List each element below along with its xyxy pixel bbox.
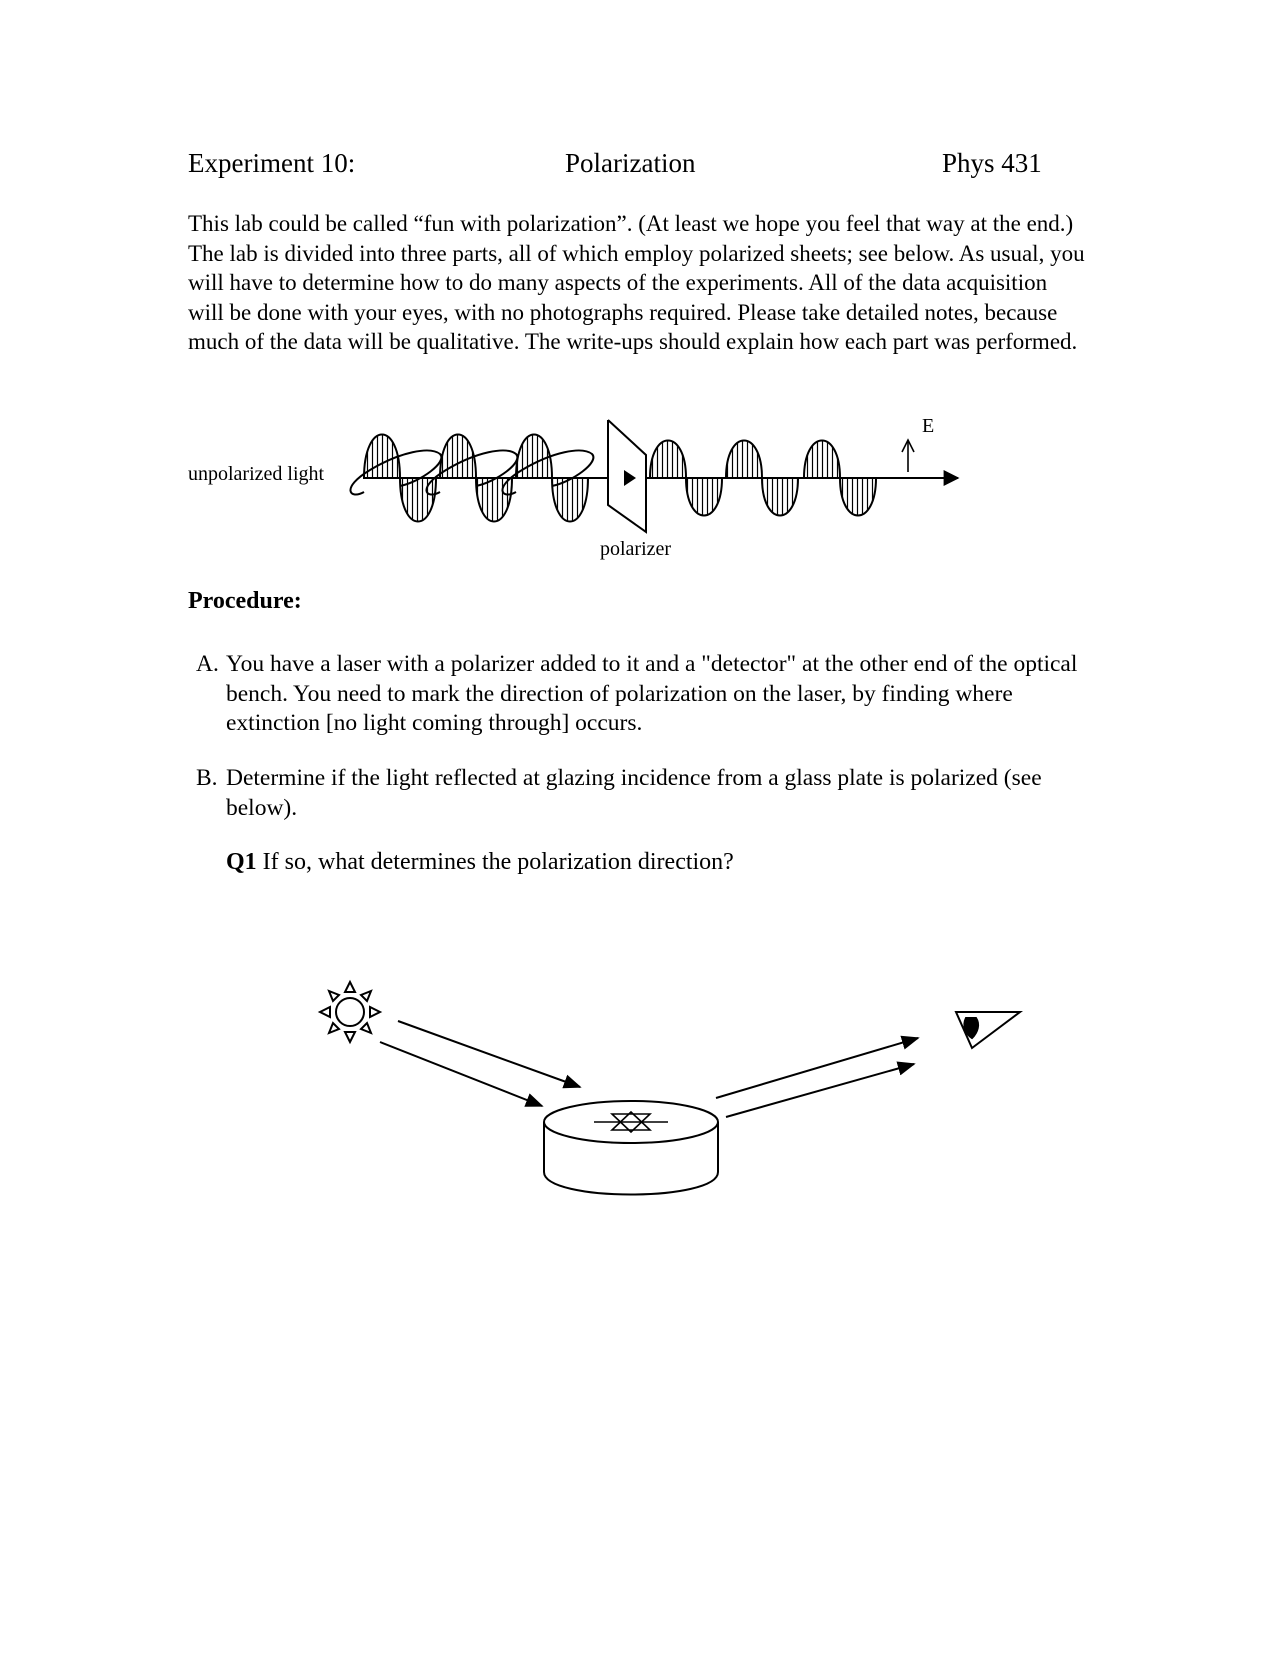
e-field-label: E: [922, 415, 935, 437]
unpolarized-light-label: unpolarized light: [188, 463, 325, 485]
procedure-item-a: [196, 650, 1096, 739]
eye-icon: [956, 1012, 1020, 1048]
page-title: Polarization: [565, 148, 696, 178]
incident-ray-1: [398, 1021, 580, 1087]
polarizer-label: polarizer: [600, 538, 672, 560]
experiment-number: Experiment 10:: [188, 148, 356, 178]
item-text: You have a laser with a polarizer added to it and a "detector" at the other end of the optical bench. You need to mark the direction of polarization on the laser, by finding where extinction [no light coming through] occurs.: [226, 651, 1078, 737]
incident-ray-2: [380, 1042, 542, 1106]
procedure-heading: Procedure:: [188, 588, 302, 614]
glass-plate-icon: [544, 1101, 718, 1195]
reflected-ray-1: [716, 1038, 918, 1098]
intro-paragraph: This lab could be called “fun with polarization”. (At least we hope you feel that way at the end.) The lab is divided into three parts, all of which employ polarized sheets; see below. As usual, you will have to determine how to do many aspects of the experiments. All of the data acquisition will be done with your eyes, with no photographs required. Please take detailed notes, because much of the data will be qualitative. The write-ups should explain how each part was performed.: [188, 211, 1085, 355]
course-code: Phys 431: [942, 148, 1042, 178]
procedure-item-b: [196, 764, 1096, 823]
sun-icon: [320, 982, 380, 1042]
question-q1: [226, 849, 734, 876]
item-label: B.: [196, 765, 218, 791]
polarization-figure: [0, 0, 1280, 600]
reflected-ray-2: [726, 1064, 914, 1117]
question-text: If so, what determines the polarization direction?: [256, 849, 734, 875]
question-label: Q1: [226, 849, 257, 875]
item-text: Determine if the light reflected at glazing incidence from a glass plate is polarized (see below).: [226, 765, 1042, 821]
item-label: A.: [196, 651, 219, 677]
